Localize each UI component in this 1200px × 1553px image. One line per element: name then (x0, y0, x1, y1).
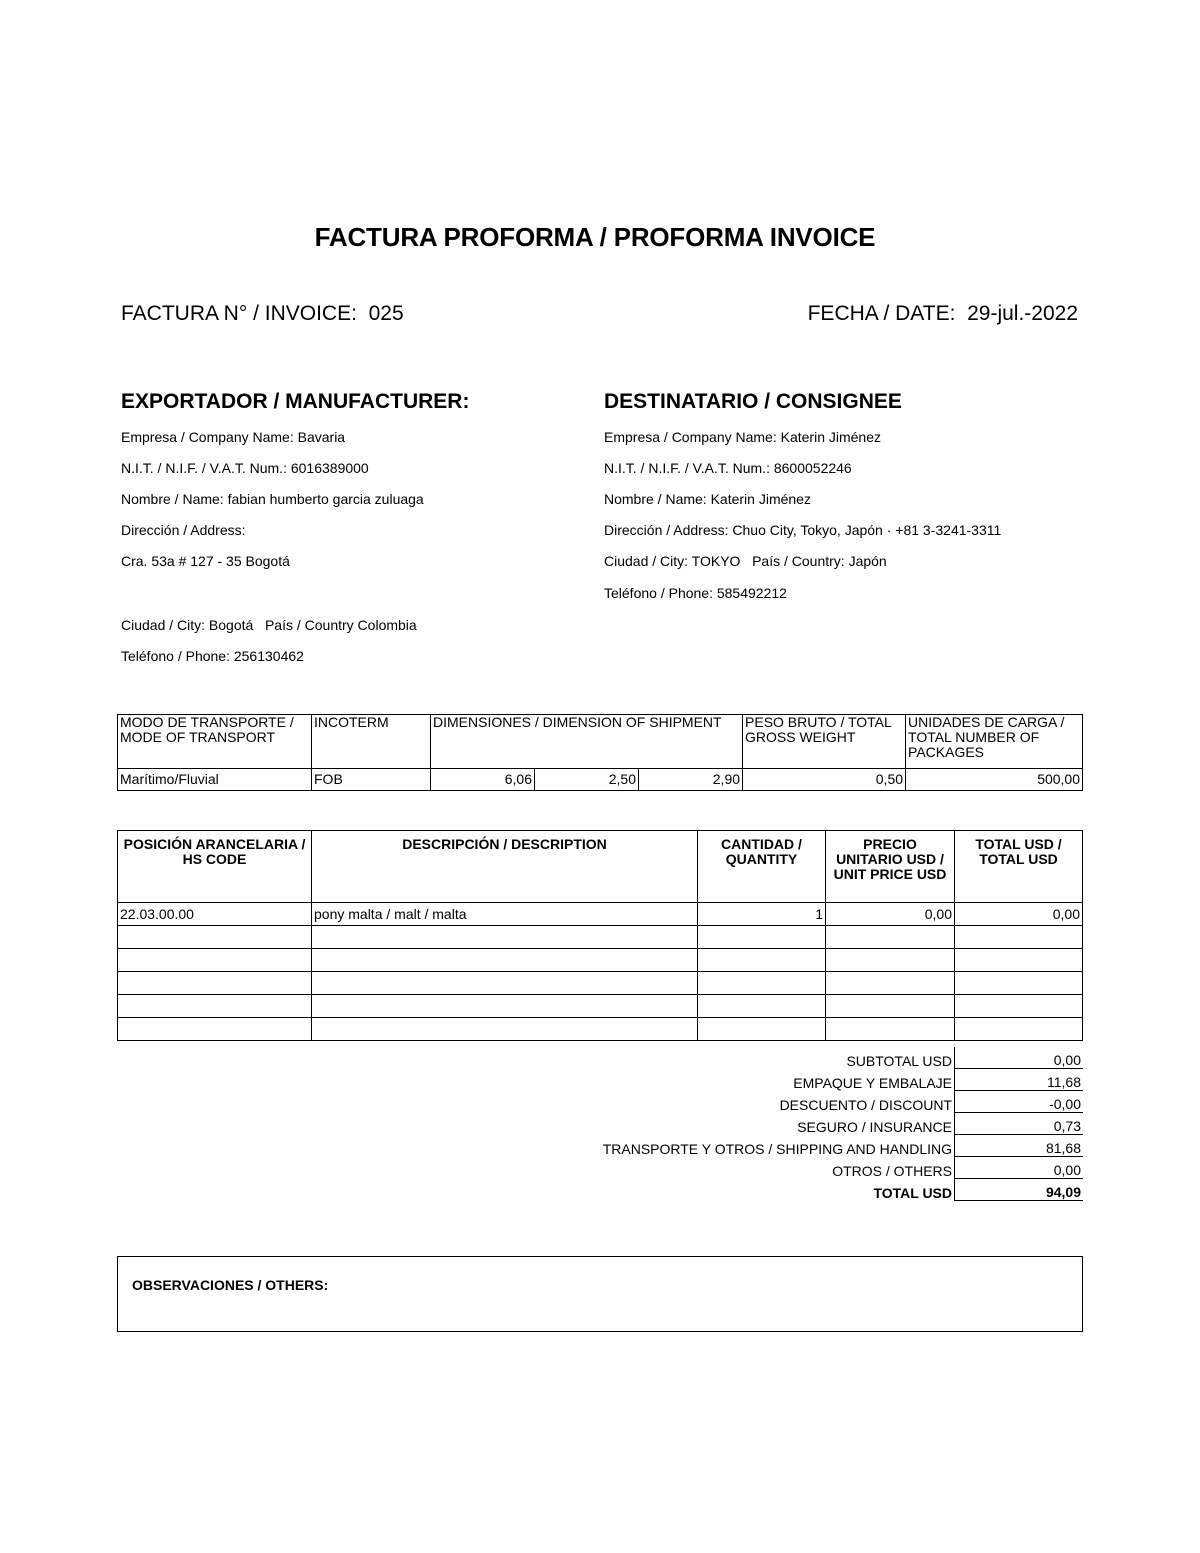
quantity-cell (698, 972, 826, 995)
table-row (118, 903, 1083, 926)
shipping-handling-value: 81,68 (955, 1135, 1084, 1157)
unit-price-cell (826, 1018, 955, 1041)
table-row (118, 972, 1083, 995)
quantity-cell (698, 1018, 826, 1041)
consignee-name: Nombre / Name: Katerin Jiménez (604, 491, 811, 507)
consignee-address: Dirección / Address: Chuo City, Tokyo, Japón · +81 3-3241-3311 (604, 522, 1002, 538)
shipping-weight-value: 0,50 (743, 769, 906, 791)
consignee-nit: N.I.T. / N.I.F. / V.A.T. Num.: 8600052246 (604, 460, 852, 476)
shipping-handling-label: TRANSPORTE Y OTROS / SHIPPING AND HANDLING (110, 1135, 955, 1157)
invoice-number-value: 025 (368, 302, 404, 325)
subtotal-label: SUBTOTAL USD (110, 1047, 955, 1069)
exporter-address-label: Dirección / Address: (121, 522, 246, 538)
totals-row-total (110, 1179, 1083, 1201)
invoice-date-value: 29-jul.-2022 (967, 302, 1078, 325)
invoice-number-label: FACTURA N° / INVOICE: (121, 302, 357, 325)
items-header-row (118, 831, 1083, 903)
exporter-address: Cra. 53a # 127 - 35 Bogotá (121, 553, 290, 569)
exporter-company: Empresa / Company Name: Bavaria (121, 429, 346, 445)
invoice-date-label: FECHA / DATE: (807, 302, 956, 325)
hs-code-cell (118, 972, 312, 995)
totals-row-insurance (110, 1113, 1083, 1135)
hs-code-cell (118, 949, 312, 972)
consignee-company: Empresa / Company Name: Katerin Jiménez (604, 429, 881, 445)
shipping-weight-header: PESO BRUTO / TOTAL GROSS WEIGHT (743, 715, 906, 769)
shipping-value-row (118, 769, 1083, 791)
line-total-cell: 0,00 (955, 903, 1083, 926)
description-cell: pony malta / malt / malta (312, 903, 698, 926)
line-total-header: TOTAL USD / TOTAL USD (955, 831, 1083, 903)
grand-total-value: 94,09 (955, 1179, 1084, 1201)
description-cell (312, 1018, 698, 1041)
hs-code-cell (118, 995, 312, 1018)
hs-code-header: POSICIÓN ARANCELARIA / HS CODE (118, 831, 312, 903)
items-table (117, 830, 1083, 1041)
others-value: 0,00 (955, 1157, 1084, 1179)
shipping-incoterm-value: FOB (312, 769, 431, 791)
table-row (118, 1018, 1083, 1041)
discount-value: -0,00 (955, 1091, 1084, 1113)
consignee-heading: DESTINATARIO / CONSIGNEE (604, 390, 902, 413)
totals-row-subtotal (110, 1047, 1083, 1069)
line-total-cell (955, 995, 1083, 1018)
shipping-mode-value: Marítimo/Fluvial (118, 769, 312, 791)
invoice-date (808, 302, 1078, 326)
shipping-incoterm-header: INCOTERM (312, 715, 431, 769)
hs-code-cell: 22.03.00.00 (118, 903, 312, 926)
description-cell (312, 995, 698, 1018)
shipping-dimension-2: 2,50 (535, 769, 639, 791)
quantity-cell (698, 949, 826, 972)
line-total-cell (955, 972, 1083, 995)
subtotal-value: 0,00 (955, 1047, 1084, 1069)
shipping-packages-value: 500,00 (906, 769, 1083, 791)
invoice-number (121, 302, 404, 326)
exporter-nit: N.I.T. / N.I.F. / V.A.T. Num.: 6016389000 (121, 460, 369, 476)
unit-price-header: PRECIO UNITARIO USD / UNIT PRICE USD (826, 831, 955, 903)
discount-label: DESCUENTO / DISCOUNT (110, 1091, 955, 1113)
others-label: OTROS / OTHERS (110, 1157, 955, 1179)
quantity-header: CANTIDAD / QUANTITY (698, 831, 826, 903)
quantity-cell (698, 926, 826, 949)
line-total-cell (955, 926, 1083, 949)
table-row (118, 949, 1083, 972)
shipping-dimension-1: 6,06 (431, 769, 535, 791)
totals-row-discount (110, 1091, 1083, 1113)
consignee-phone: Teléfono / Phone: 585492212 (604, 585, 787, 601)
observations-box (117, 1256, 1083, 1332)
totals-row-shipping (110, 1135, 1083, 1157)
totals-row-packing (110, 1069, 1083, 1091)
hs-code-cell (118, 926, 312, 949)
shipping-dimension-3: 2,90 (639, 769, 743, 791)
shipping-header-row (118, 715, 1083, 769)
shipping-mode-header: MODO DE TRANSPORTE / MODE OF TRANSPORT (118, 715, 312, 769)
hs-code-cell (118, 1018, 312, 1041)
consignee-city-country: Ciudad / City: TOKYO País / Country: Japón (604, 553, 887, 569)
line-total-cell (955, 1018, 1083, 1041)
description-header: DESCRIPCIÓN / DESCRIPTION (312, 831, 698, 903)
shipping-table (117, 714, 1083, 791)
unit-price-cell (826, 949, 955, 972)
exporter-phone: Teléfono / Phone: 256130462 (121, 648, 304, 664)
unit-price-cell (826, 995, 955, 1018)
exporter-city-country: Ciudad / City: Bogotá País / Country Colombia (121, 617, 417, 633)
table-row (118, 995, 1083, 1018)
insurance-label: SEGURO / INSURANCE (110, 1113, 955, 1135)
document-title: FACTURA PROFORMA / PROFORMA INVOICE (314, 222, 876, 252)
line-total-cell (955, 949, 1083, 972)
totals-row-others (110, 1157, 1083, 1179)
unit-price-cell: 0,00 (826, 903, 955, 926)
quantity-cell (698, 995, 826, 1018)
packing-value: 11,68 (955, 1069, 1084, 1091)
table-row (118, 926, 1083, 949)
observations-label: OBSERVACIONES / OTHERS: (132, 1277, 329, 1293)
insurance-value: 0,73 (955, 1113, 1084, 1135)
unit-price-cell (826, 926, 955, 949)
totals-table (110, 1047, 1083, 1201)
description-cell (312, 949, 698, 972)
exporter-heading: EXPORTADOR / MANUFACTURER: (121, 390, 470, 413)
unit-price-cell (826, 972, 955, 995)
shipping-packages-header: UNIDADES DE CARGA / TOTAL NUMBER OF PACKAGES (906, 715, 1083, 769)
description-cell (312, 926, 698, 949)
description-cell (312, 972, 698, 995)
shipping-dimensions-header: DIMENSIONES / DIMENSION OF SHIPMENT (431, 715, 743, 769)
exporter-name: Nombre / Name: fabian humberto garcia zuluaga (121, 491, 424, 507)
grand-total-label: TOTAL USD (110, 1179, 955, 1201)
packing-label: EMPAQUE Y EMBALAJE (110, 1069, 955, 1091)
quantity-cell: 1 (698, 903, 826, 926)
